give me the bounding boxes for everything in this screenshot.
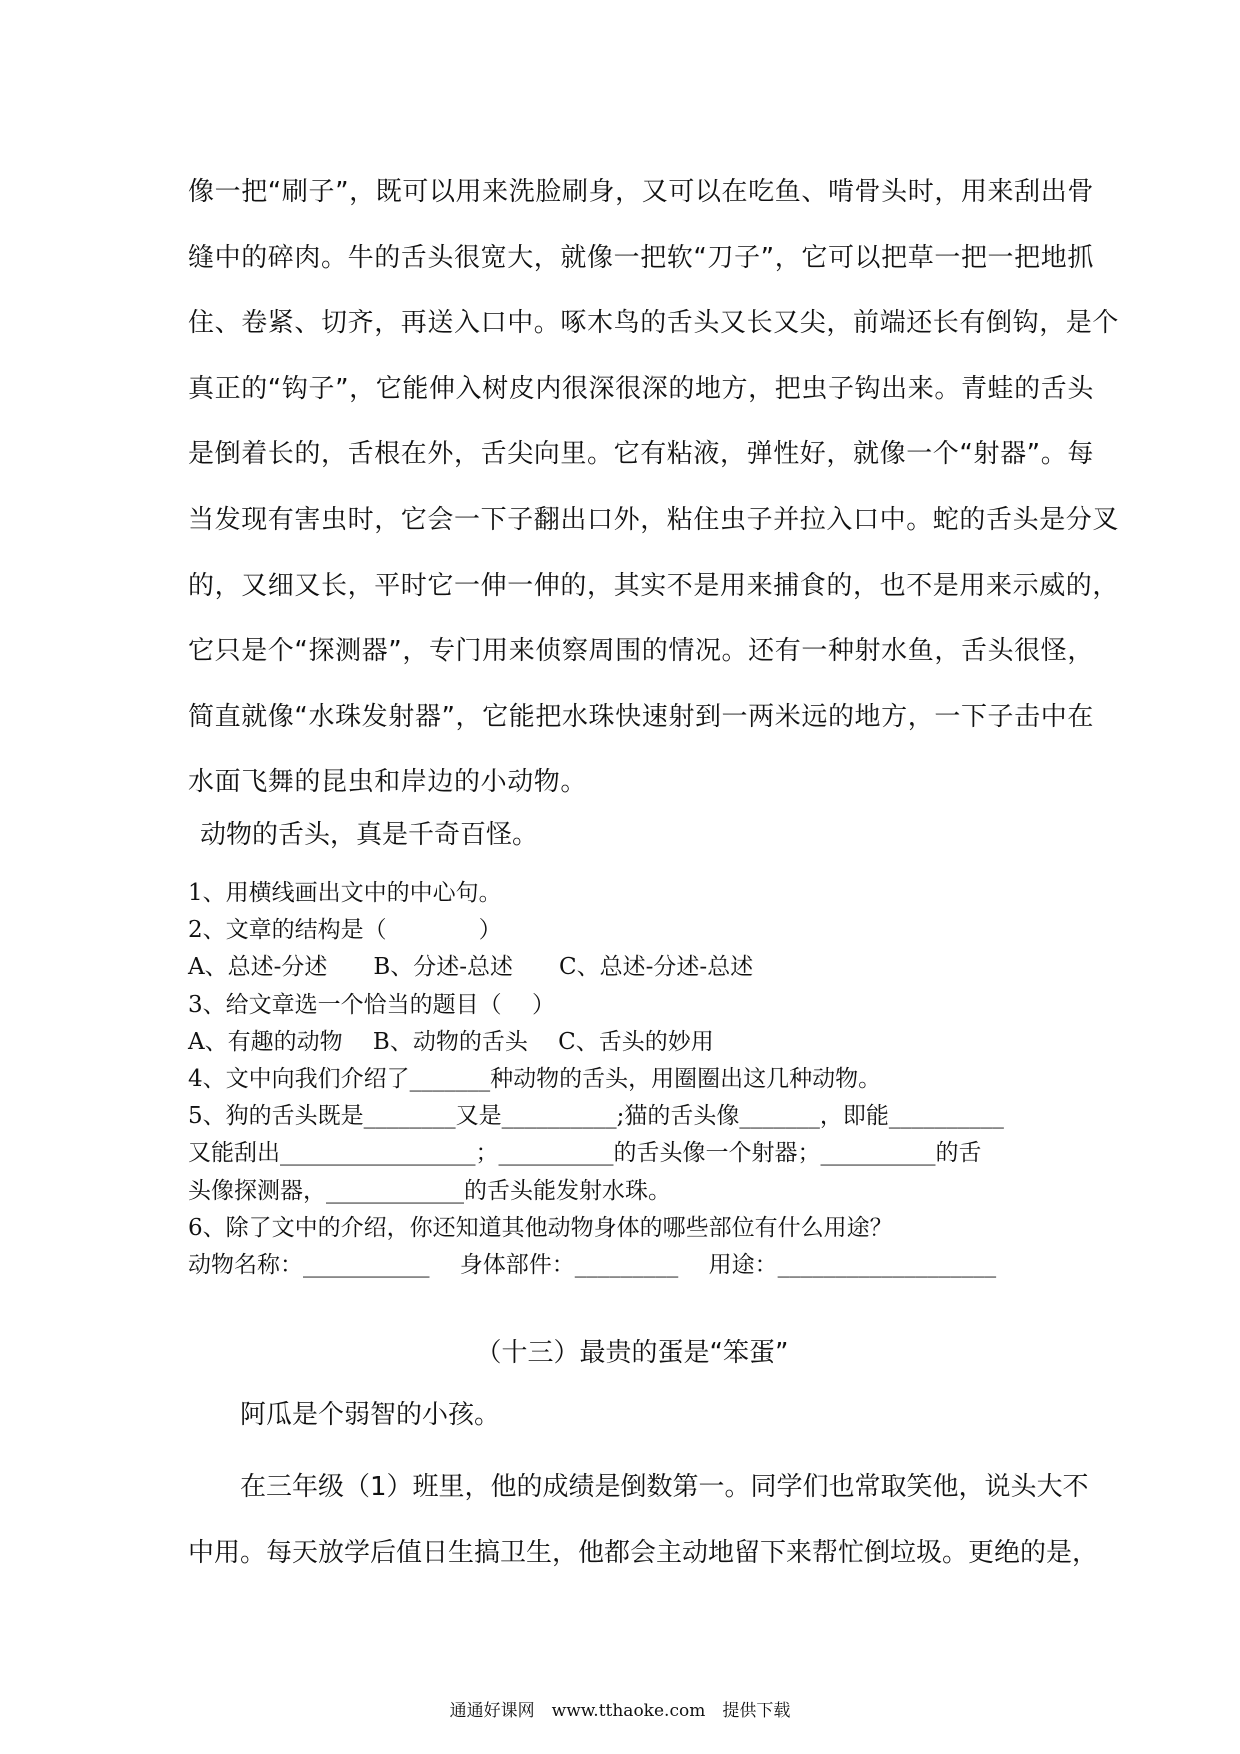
question-line: 5、狗的舌头既是________又是__________;猫的舌头像_______，即能__________ (188, 1103, 1004, 1130)
passage-line: 是倒着长的，舌根在外，舌尖向里。它有粘液，弹性好，就像一个“射器”。每 (188, 439, 1094, 470)
passage-line: 的，又细又长，平时它一伸一伸的，其实不是用来捕食的，也不是用来示威的， (188, 570, 1120, 601)
page-footer: 通通好课网 www.tthaoke.com 提供下载 (449, 1701, 791, 1721)
passage-line: 当发现有害虫时，它会一下子翻出口外，粘住虫子并拉入口中。蛇的舌头是分叉 (188, 504, 1120, 535)
question-line: 头像探测器，____________的舌头能发射水珠。 (188, 1177, 671, 1204)
passage-line: 简直就像“水珠发射器”，它能把水珠快速射到一两米远的地方，一下子击中在 (188, 701, 1094, 732)
question-options: A、有趣的动物 B、动物的舌头 C、舌头的妙用 (188, 1028, 714, 1055)
passage-line: 真正的“钩子”，它能伸入树皮内很深很深的地方，把虫子钩出来。青蛙的舌头 (188, 373, 1094, 404)
question-line: 2、文章的结构是（ ） (188, 917, 502, 944)
question-list (188, 875, 1068, 1284)
story-line: 在三年级（1）班里，他的成绩是倒数第一。同学们也常取笑他，说头大不 (188, 1472, 1089, 1502)
passage-text (188, 160, 1120, 816)
passage-summary: 动物的舌头，真是千奇百怪。 (200, 820, 539, 850)
question-line: 动物名称：___________ 身体部件：_________ 用途：___________________ (188, 1252, 997, 1279)
story-line: 中用。每天放学后值日生搞卫生，他都会主动地留下来帮忙倒垃圾。更绝的是， (188, 1538, 1099, 1568)
section-title: （十三）最贵的蛋是“笨蛋” (475, 1338, 789, 1368)
passage-line: 像一把“刷子”，既可以用来洗脸刷身，又可以在吃鱼、啃骨头时，用来刮出骨 (188, 177, 1094, 207)
passage-line: 缝中的碎肉。牛的舌头很宽大，就像一把软“刀子”，它可以把草一把一把地抓 (188, 242, 1094, 273)
question-options: A、总述-分述 B、分述-总述 C、总述-分述-总述 (188, 954, 754, 981)
passage-line: 水面飞舞的昆虫和岸边的小动物。 (188, 767, 588, 798)
passage-line: 住、卷紧、切齐，再送入口中。啄木鸟的舌头又长又尖，前端还长有倒钩，是个 (188, 308, 1120, 339)
question-line: 6、除了文中的介绍，你还知道其他动物身体的哪些部位有什么用途？ (188, 1214, 893, 1241)
passage-line: 它只是个“探测器”，专门用来侦察周围的情况。还有一种射水鱼，舌头很怪， (188, 636, 1094, 667)
story-line: 阿瓜是个弱智的小孩。 (188, 1400, 501, 1430)
question-line: 1、用横线画出文中的中心句。 (188, 880, 502, 906)
question-line: 又能刮出_________________；__________的舌头像一个射器；__________的舌 (188, 1140, 982, 1167)
question-line: 4、文中向我们介绍了_______种动物的舌头，用圈圈出这几种动物。 (188, 1066, 882, 1093)
question-line: 3、给文章选一个恰当的题目（ ） (188, 991, 555, 1018)
